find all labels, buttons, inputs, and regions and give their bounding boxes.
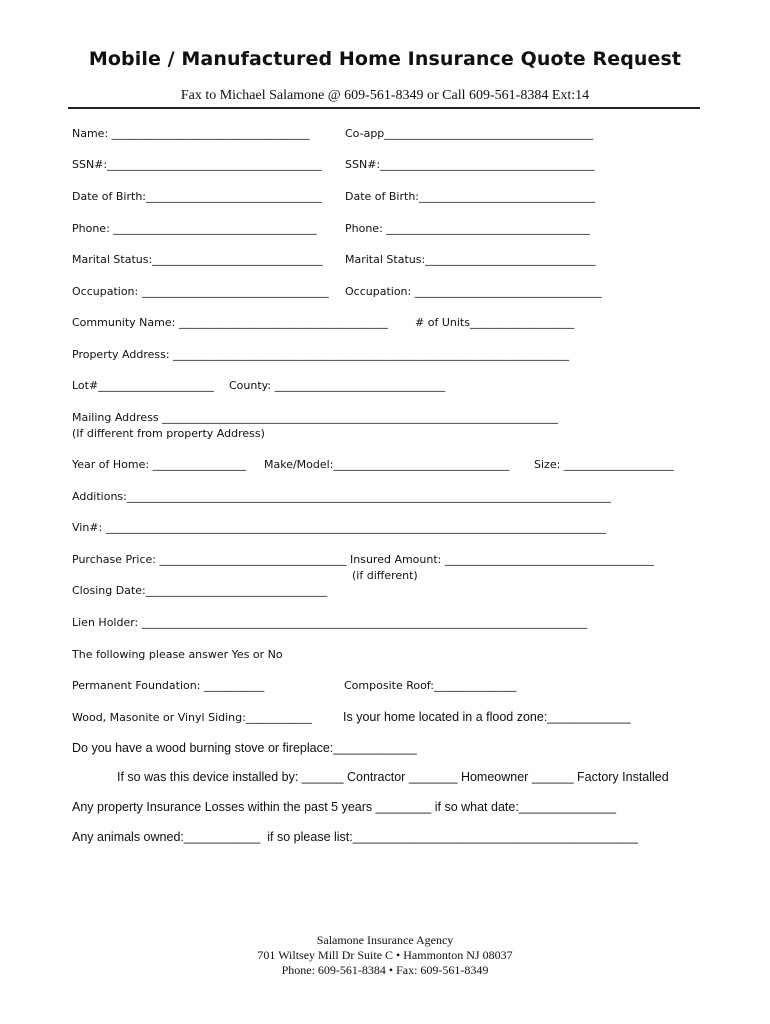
footer-agency: Salamone Insurance Agency <box>316 933 454 947</box>
dob-field[interactable]: Date of Birth:________________________________ <box>72 190 323 203</box>
size-field[interactable]: Size: ____________________ <box>534 458 674 471</box>
animals-field[interactable]: Any animals owned:___________ if so please list:_________________________________________ <box>72 830 638 844</box>
lot-field[interactable]: Lot#_____________________ <box>72 379 214 392</box>
wood-stove-field[interactable]: Do you have a wood burning stove or fireplace:____________ <box>72 741 417 755</box>
insurance-losses-field[interactable]: Any property Insurance Losses within the past 5 years ________ if so what date:______________ <box>72 800 617 814</box>
composite-roof-field[interactable]: Composite Roof:_______________ <box>344 679 517 692</box>
coapp-field[interactable]: Co-app______________________________________ <box>345 127 594 140</box>
footer-address: 701 Wiltsey Mill Dr Suite C • Hammonton NJ 08037 <box>257 948 513 962</box>
page-title: Mobile / Manufactured Home Insurance Quote Request <box>88 48 682 70</box>
occupation-field[interactable]: Occupation: __________________________________ <box>72 285 329 298</box>
county-field[interactable]: County: _______________________________ <box>229 379 446 392</box>
coapp-dob-field[interactable]: Date of Birth:________________________________ <box>345 190 596 203</box>
purchase-price-field[interactable]: Purchase Price: __________________________________ <box>72 553 347 566</box>
make-model-field[interactable]: Make/Model:________________________________ <box>264 458 510 471</box>
coapp-marital-status-field[interactable]: Marital Status:_______________________________ <box>345 253 596 266</box>
insured-amount-note: (if different) <box>352 569 418 582</box>
additions-field[interactable]: Additions:________________________________________________________________________________________ <box>72 490 611 503</box>
yes-no-instructions: The following please answer Yes or No <box>72 648 283 661</box>
lien-holder-field[interactable]: Lien Holder: _________________________________________________________________________________ <box>72 616 588 629</box>
header-rule <box>68 107 700 109</box>
property-address-field[interactable]: Property Address: ________________________________________________________________________ <box>72 348 570 361</box>
community-name-field[interactable]: Community Name: ______________________________________ <box>72 316 388 329</box>
flood-zone-field[interactable]: Is your home located in a flood zone:____________ <box>343 710 631 724</box>
year-of-home-field[interactable]: Year of Home: _________________ <box>72 458 247 471</box>
ssn-field[interactable]: SSN#:_______________________________________ <box>72 158 322 171</box>
coapp-ssn-field[interactable]: SSN#:_______________________________________ <box>345 158 595 171</box>
units-field[interactable]: # of Units___________________ <box>415 316 575 329</box>
marital-status-field[interactable]: Marital Status:_______________________________ <box>72 253 323 266</box>
name-field[interactable]: Name: ____________________________________ <box>72 127 310 140</box>
footer-phone: Phone: 609-561-8384 • Fax: 609-561-8349 <box>281 963 489 977</box>
fax-line: Fax to Michael Salamone @ 609-561-8349 or Call 609-561-8384 Ext:14 <box>180 88 590 103</box>
permanent-foundation-field[interactable]: Permanent Foundation: ___________ <box>72 679 265 692</box>
insured-amount-field[interactable]: Insured Amount: ______________________________________ <box>350 553 654 566</box>
phone-field[interactable]: Phone: _____________________________________ <box>72 222 317 235</box>
vin-field[interactable]: Vin#: ___________________________________________________________________________________________ <box>72 521 607 534</box>
mailing-address-field[interactable]: Mailing Address ________________________________________________________________________ <box>72 411 559 424</box>
mailing-address-note: (If different from property Address) <box>72 427 265 440</box>
coapp-phone-field[interactable]: Phone: _____________________________________ <box>345 222 590 235</box>
installed-by-field[interactable]: If so was this device installed by: ______ Contractor _______ Homeowner ______ Factory Installed <box>117 770 669 784</box>
closing-date-field[interactable]: Closing Date:_________________________________ <box>72 584 328 597</box>
siding-field[interactable]: Wood, Masonite or Vinyl Siding:____________ <box>72 711 312 724</box>
coapp-occupation-field[interactable]: Occupation: __________________________________ <box>345 285 602 298</box>
